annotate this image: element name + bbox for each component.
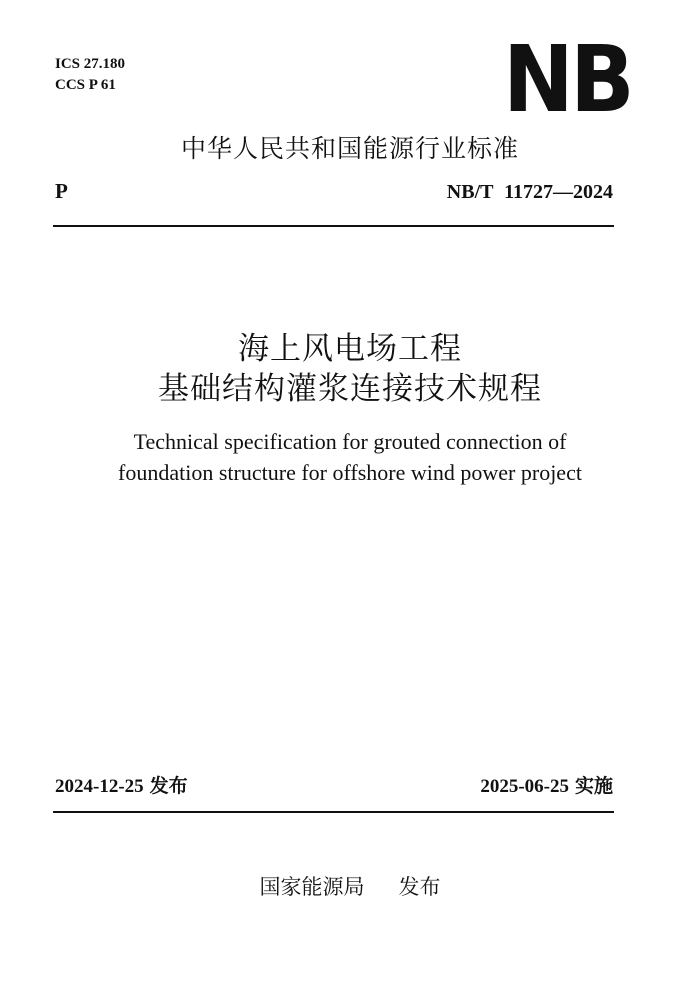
standard-number: NB/T 11727—2024 <box>446 181 613 203</box>
publisher-action: 发布 <box>398 875 441 899</box>
implementation-date: 2025-06-25 <box>480 776 569 797</box>
ics-code: ICS 27.180 <box>55 56 126 72</box>
ccs-code: CCS P 61 <box>55 77 116 93</box>
title-chinese-line-2: 基础结构灌浆连接技术规程 <box>158 371 542 406</box>
issue-label: 发布 <box>149 775 188 797</box>
implementation-label: 实施 <box>574 775 613 797</box>
publisher-line <box>0 873 700 901</box>
nb-logo: NB <box>503 26 631 133</box>
classification-letter: P <box>55 179 68 203</box>
issue-date-block <box>55 773 188 800</box>
issuing-category-title: 中华人民共和国能源行业标准 <box>180 134 519 163</box>
implementation-date-block <box>480 773 613 800</box>
publisher-name: 国家能源局 <box>259 875 365 899</box>
title-english-line-2: foundation structure for offshore wind power project <box>118 460 582 485</box>
issue-date: 2024-12-25 <box>55 776 144 797</box>
title-chinese-line-1: 海上风电场工程 <box>238 331 462 366</box>
title-english-line-1: Technical specification for grouted connection of <box>133 429 567 454</box>
top-divider <box>53 225 614 227</box>
bottom-divider <box>53 811 614 813</box>
